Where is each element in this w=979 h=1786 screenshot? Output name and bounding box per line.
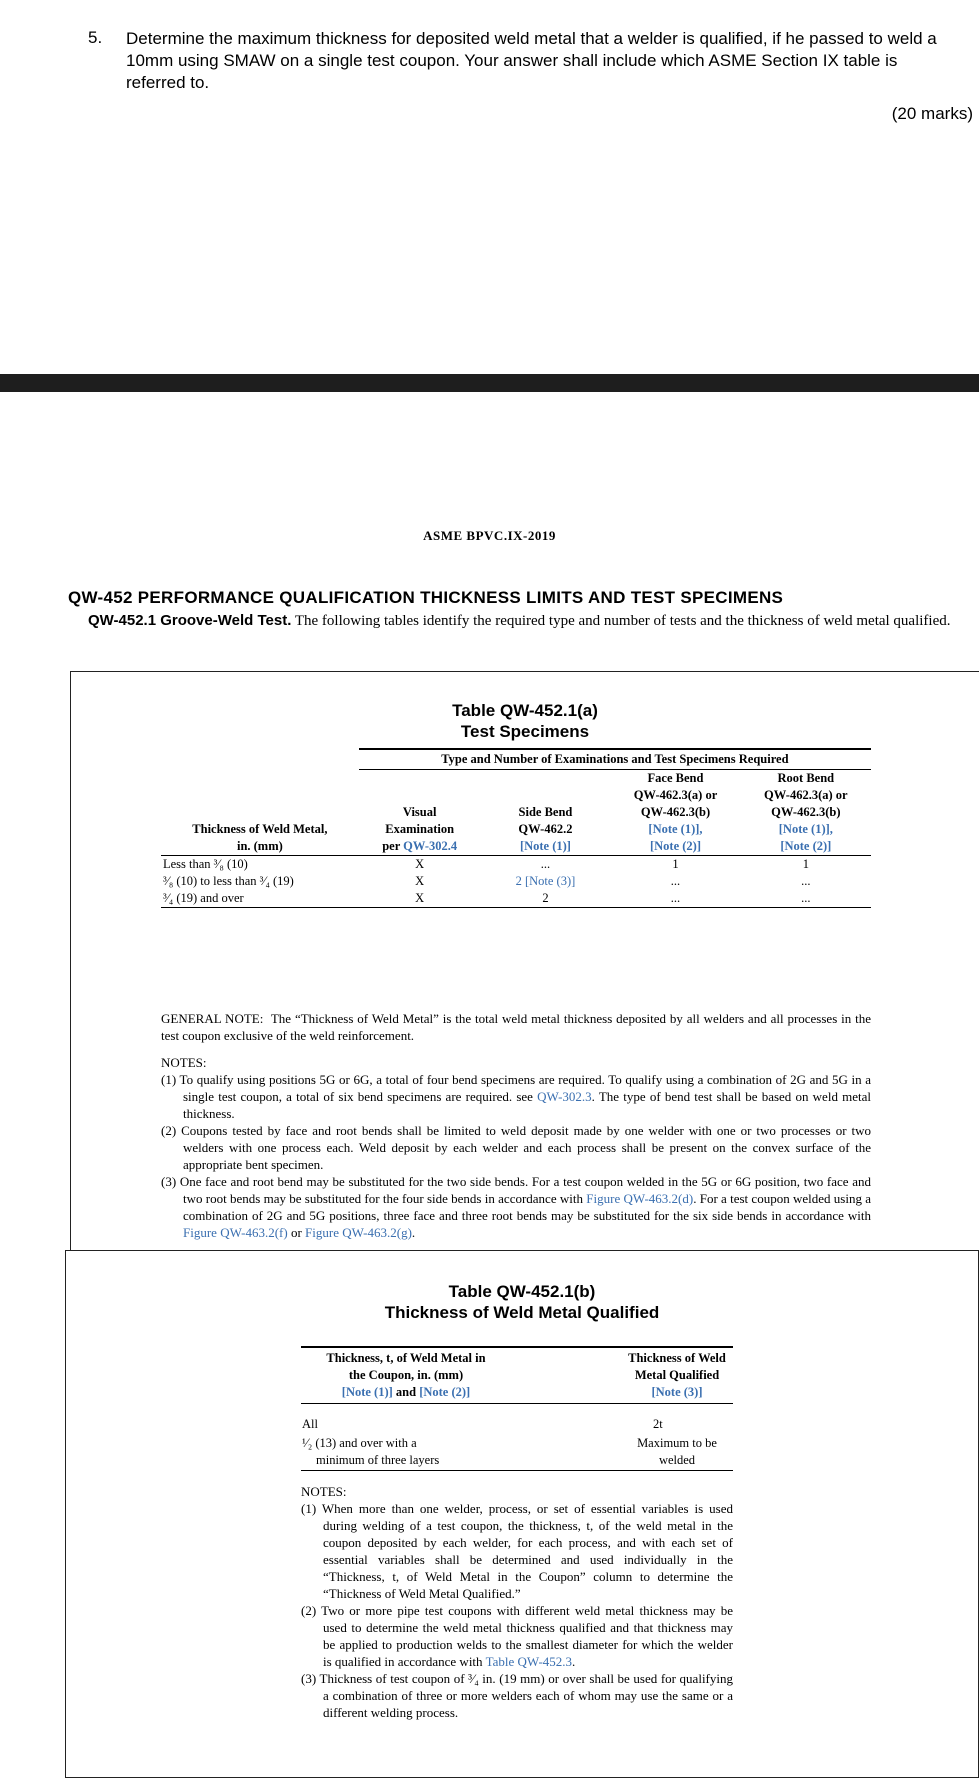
sub-paragraph (68, 611, 968, 631)
col-side-bend-header: Side Bend QW-462.2 [Note (1)] (481, 770, 611, 856)
general-note: GENERAL NOTE: The “Thickness of Weld Metal” is the total weld metal thickness deposited by all welders and all processes in the test coupon exclusive of the weld reinforcement. (161, 1011, 872, 1043)
table-b-box (65, 1250, 979, 1778)
table-row: ¹⁄₂ (13) and over with a minimum of three layers Maximum to be welded (301, 1434, 733, 1471)
table-b-notes (301, 1483, 733, 1721)
note-1: (1) When more than one welder, process, or set of essential variables is used during welding of a test coupon, the thickness, t, of the weld metal in the coupon deposited by each welder, for each process, and with each set of essential variables shall be determined and used individually in the “Thickness, t, of Weld Metal in the Coupon” column to determine the “Thickness of Weld Metal Qualified.” (301, 1501, 733, 1601)
note-3: (3) Thickness of test coupon of ³⁄₄ in. (19 mm) or over shall be used for qualifying a combination of three or more welders each of whom may use the same or a different welding process. (301, 1671, 733, 1720)
divider-bar (0, 374, 979, 392)
link-qw-302-3[interactable]: QW-302.3 (537, 1089, 592, 1104)
table-a-notes (161, 1010, 871, 1241)
col-visual-header: Visual Examination per QW-302.4 (359, 770, 481, 856)
table-a-title: Table QW-452.1(a) Test Specimens (452, 701, 598, 741)
table-a-span-header: Type and Number of Examinations and Test Specimens Required (359, 749, 871, 770)
table-row: ³⁄₈ (10) to less than ³⁄₄ (19) X 2 [Note (3)] ... ... (163, 874, 811, 888)
col-face-bend-header: Face Bend QW-462.3(a) or QW-462.3(b) [Note (1)], [Note (2)] (610, 770, 740, 856)
col-root-bend-header: Root Bend QW-462.3(a) or QW-462.3(b) [Note (1)], [Note (2)] (741, 770, 871, 856)
sub-label: QW-452.1 Groove-Weld Test. (88, 612, 292, 629)
table-row: Less than ³⁄₈ (10) X ... 1 1 (163, 857, 809, 871)
section-title: QW-452 PERFORMANCE QUALIFICATION THICKNESS LIMITS AND TEST SPECIMENS (68, 588, 784, 607)
sub-text: The following tables identify the required type and number of tests and the thickness of weld metal qualified. (294, 613, 951, 629)
table-a (161, 748, 871, 908)
note-3: (3) One face and root bend may be substituted for the two side bends. For a test coupon welded in the 5G or 6G position, two face and two root bends may be substituted for the four side bends in accordance with Figure QW-463.2(d). For a test coupon welded using a combination of 2G and 5G positions, three face and three root bends may be substituted for the six side bends in accordance with Figure QW-463.2(f) or Figure QW-463.2(g). (161, 1174, 872, 1240)
col-qualified-header: Thickness of Weld Metal Qualified [Note (3)] (621, 1347, 733, 1404)
question-marks: (20 marks) (891, 104, 973, 123)
table-row: ³⁄₄ (19) and over X 2 ... ... (161, 890, 871, 908)
col-coupon-thickness-header: Thickness, t, of Weld Metal in the Coupon, in. (mm) [Note (1)] and [Note (2)] (301, 1347, 511, 1404)
note-2: (2) Two or more pipe test coupons with different weld metal thickness may be used to determine the weld metal thickness qualified and that thickness may be applied to production welds to the smallest diameter for which the welder is qualified in accordance with Table QW-452.3. (301, 1603, 733, 1669)
table-b (301, 1346, 733, 1471)
question-text: Determine the maximum thickness for deposited weld metal that a welder is qualified, if he passed to weld a 10mm using SMAW on a single test coupon. Your answer shall include which ASME Section IX table is referred to. (126, 29, 937, 92)
question-number: 5. (88, 28, 103, 47)
link-table-qw-452-3[interactable]: Table QW-452.3 (485, 1654, 573, 1669)
link-qw-302-4[interactable]: QW-302.4 (403, 839, 458, 853)
doc-header: ASME BPVC.IX-2019 (423, 528, 556, 543)
table-a-box (70, 671, 979, 1277)
notes-label: NOTES: (161, 1055, 207, 1070)
notes-label: NOTES: (301, 1484, 347, 1499)
col-thickness-header: Thickness of Weld Metal, in. (mm) (161, 770, 359, 856)
note-1: (1) To qualify using positions 5G or 6G, a total of four bend specimens are required. To qualify using a combination of 2G and 5G in a single test coupon, a total of six bend specimens are required. see QW-302.3. The type of bend test shall be based on weld metal thickness. (161, 1072, 872, 1121)
note-2: (2) Coupons tested by face and root bends shall be limited to weld deposit made by one welder with one or two processes or two welders with one process each. Weld deposit by each welder and each process shall be present on the convex surface of the appropriate bent specimen. (161, 1123, 871, 1172)
table-b-title: Table QW-452.1(b) Thickness of Weld Metal Qualified (384, 1282, 660, 1322)
table-row: All 2t (302, 1417, 663, 1431)
